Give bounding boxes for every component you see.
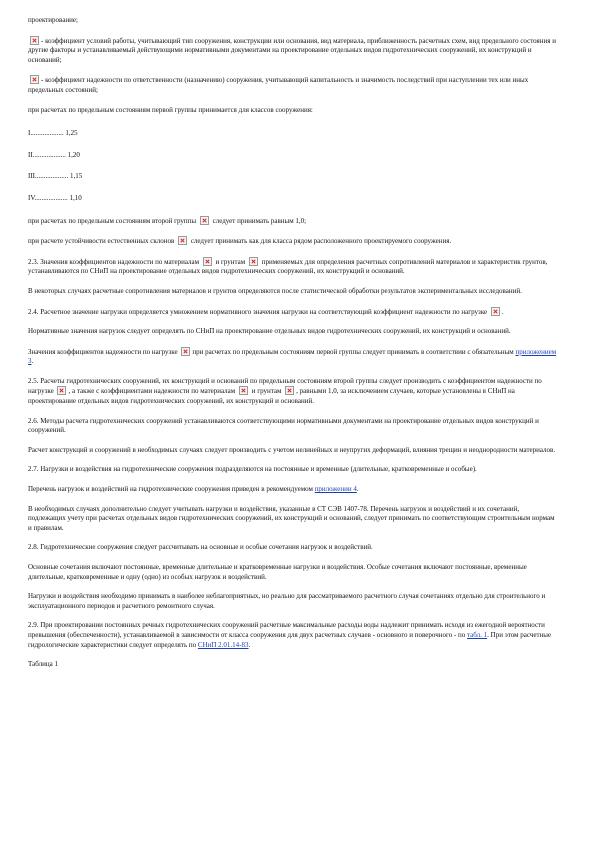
- some-cases-text: В некоторых случаях расчетные сопротивления материалов и грунтов определяются после статистической обработки результатов экспериментальных исследований.: [28, 286, 522, 295]
- slopes-text: при расчете устойчивости естественных склонов следует принимать как для класса рядом расположенного проектируемого сооружения.: [28, 237, 452, 246]
- head-line: проектирование;: [28, 16, 78, 24]
- clause-2-7: 2.7. Нагрузки и воздействия на гидротехнические сооружения подразделяются на постоянные и временные (длительные, кратковременные и особые).: [28, 465, 477, 474]
- class-row: IV................... 1,10: [28, 193, 82, 202]
- snip-link[interactable]: СНиП 2.01.14-83: [197, 640, 249, 649]
- kc-definition: - коэффициент условий работы, учитывающий тип сооружения, конструкции или основания, вид материала, приближенность расчетных схем, вид предельного состояния и другие факторы и устанавливаемый действующими нормативными документами на проектирование отдельных видов гидротехнических сооружений, их конструкций и оснований;: [28, 36, 556, 64]
- broken-image-icon: [178, 236, 187, 245]
- calc-text: Расчет конструкций и сооружений в необходимых случаях следует производить с учетом нелинейных и неупругих деформаций, влияния трещин и неоднородности материалов.: [28, 445, 556, 454]
- broken-image-icon: [200, 216, 209, 225]
- clause-2-6: 2.6. Методы расчета гидротехнических сооружений устанавливаются соответствующими нормативными документами на проектирование отдельных видов конструкций и сооружений.: [28, 416, 539, 435]
- appendix-3-link[interactable]: приложением 3: [28, 347, 557, 366]
- clause-2-5: 2.5. Расчеты гидротехнических сооружений, их конструкций и оснований по предельным состояниям второй группы следует производить с коэффициентом надежности по нагрузке , а также с коэффициентами надежности по материалам и грунтам , равными 1,0, за исключением случаев, которые установлены в СНиП на проектирование отдельных видов гидротехнических сооружений, их конструкций и оснований.: [28, 376, 542, 406]
- broken-image-icon: [57, 386, 66, 395]
- class-row: I................... 1,25: [28, 129, 78, 138]
- basic-combinations-text: Основные сочетания включают постоянные, временные длительные и кратковременные нагрузки и воздействия. Особые сочетания включают постоянные, временные длительные, кратковременные и одну (одно) из особых нагрузок и воздействий.: [28, 563, 527, 581]
- clause-2-9: 2.9. При проектировании постоянных речных гидротехнических сооружений расчетные максимальные расходы воды надлежит принимать исходя из ежегодной вероятности превышения (обеспеченности), устанавливаемой в зависимости от класса сооружения для двух расчетных случаев - основного и поверочного - по табл. 1. При этом расчетные гидрологические характеристики следует определять по СНиП 2.01.14-83.: [28, 621, 552, 649]
- class-row: II................... 1,20: [28, 150, 80, 159]
- table-caption: Таблица 1: [28, 660, 58, 669]
- values-text: Значения коэффициентов надежности по нагрузке при расчетах по предельным состояниям первой группы следует принимать в соответствии с обязательным приложением 3.: [28, 347, 557, 366]
- list-text: Перечень нагрузок и воздействий на гидротехнические сооружения приведен в рекомендуемом приложении 4.: [28, 485, 359, 494]
- first-group-text: при расчетах по предельным состояниям первой группы принимается для классов сооружения:: [28, 105, 313, 114]
- broken-image-icon: [30, 36, 39, 45]
- broken-image-icon: [239, 386, 248, 395]
- class-row: III................... 1,15: [28, 172, 83, 181]
- broken-image-icon: [249, 257, 258, 266]
- loads-text: Нагрузки и воздействия необходимо принимать в наиболее неблагоприятных, но реально для рассматриваемого расчетного случая сочетаниях отдельно для строительного и эксплуатационного периодов и расчетного ремонтного случая.: [28, 592, 546, 610]
- appendix-4-link[interactable]: приложении 4: [314, 485, 357, 494]
- needed-text: В необходимых случаях дополнительно следует учитывать нагрузки и воздействия, указанные в СТ СЭВ 1407-78. Перечень нагрузок и воздействий и их сочетаний, подлежащих учету при расчетах отдельных видов гидротехнических сооружений, их конструкций и оснований, следует принимать по соответствующим строительным нормам и правилам.: [28, 504, 555, 532]
- clause-2-8: 2.8. Гидротехнические сооружения следует рассчитывать на основные и особые сочетания нагрузок и воздействий.: [28, 543, 373, 552]
- broken-image-icon: [181, 347, 190, 356]
- document-page: [28, 16, 558, 680]
- clause-2-4: 2.4. Расчетное значение нагрузки определяется умножением нормативного значения нагрузки на соответствующий коэффициент надежности по нагрузке .: [28, 307, 504, 316]
- broken-image-icon: [30, 75, 39, 84]
- broken-image-icon: [285, 386, 294, 395]
- clause-2-3: 2.3. Значения коэффициентов надежности по материалам и грунтам применяемых для определения расчетных сопротивлений материалов и характеристик грунтов, устанавливаются по СНиП на проектирование отдельных видов гидротехнических сооружений, их конструкций и оснований.: [28, 257, 548, 276]
- broken-image-icon: [491, 307, 500, 316]
- broken-image-icon: [203, 257, 212, 266]
- table-1-link[interactable]: табл. 1: [467, 630, 488, 639]
- second-group-text: при расчетах по предельным состояниям второй группы следует принимать равным 1,0;: [28, 216, 307, 225]
- kn-definition: - коэффициент надежности по ответственности (назначению) сооружения, учитывающий капитальность и значимость последствий при наступлении тех или иных предельных состояний;: [28, 76, 529, 94]
- normative-text: Нормативные значения нагрузок следует определять по СНиП на проектирование отдельных видов гидротехнических сооружений, их конструкций и оснований.: [28, 327, 511, 336]
